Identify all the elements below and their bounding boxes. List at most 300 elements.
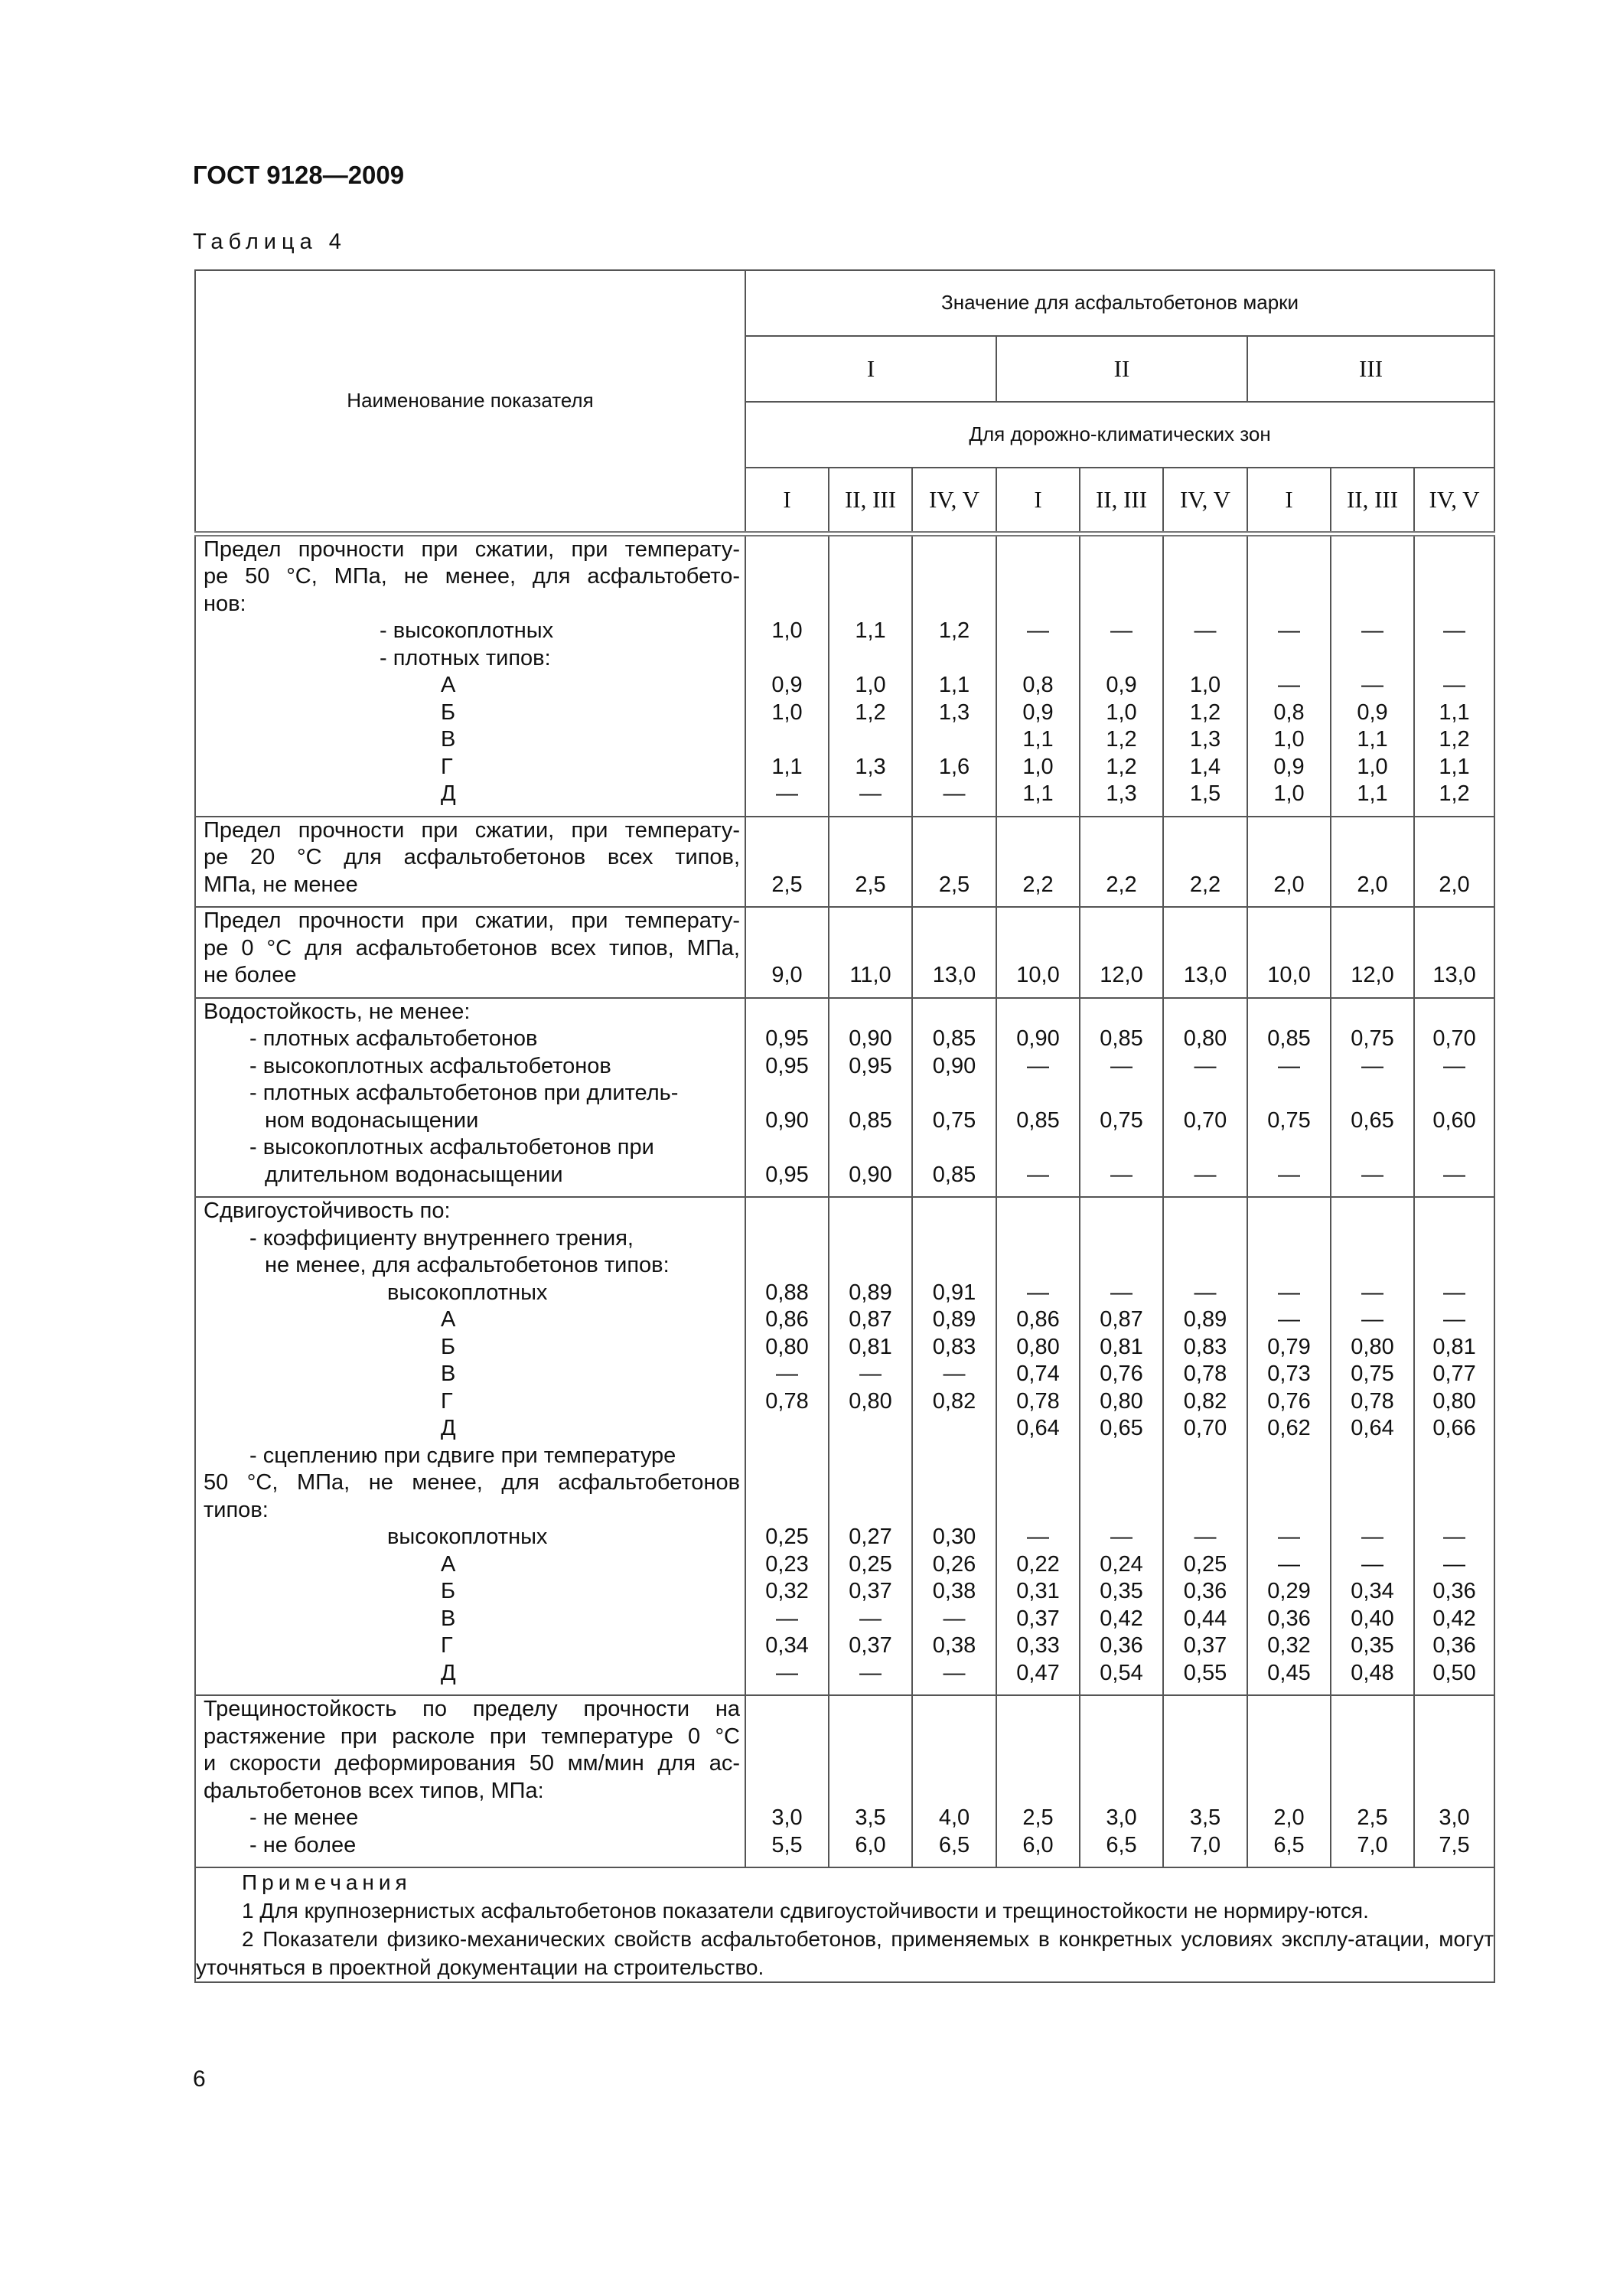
value-line — [997, 1778, 1079, 1805]
value-line — [829, 844, 911, 872]
value-line — [746, 726, 828, 754]
value-line: 2,0 — [1357, 872, 1388, 897]
value-line: 0,9 — [1106, 673, 1137, 697]
value-line: 0,65 — [1351, 1107, 1394, 1133]
value-line: 0,90 — [849, 1162, 892, 1187]
value-line — [913, 935, 996, 963]
value-line: — — [1361, 618, 1383, 643]
value-line: — — [776, 1606, 798, 1631]
value-line: 1,3 — [1189, 727, 1221, 752]
value-line: 0,90 — [849, 1026, 892, 1051]
properties-table — [194, 269, 1495, 1983]
value-line: 0,37 — [1183, 1633, 1227, 1658]
value-line — [829, 1415, 911, 1443]
value-line: — — [1110, 1162, 1133, 1187]
value-line — [1331, 844, 1413, 872]
value-line: — — [943, 1362, 966, 1386]
value-cell — [745, 1695, 829, 1867]
value-line — [913, 1134, 996, 1162]
value-line: 0,40 — [1351, 1606, 1394, 1631]
value-line: 3,0 — [771, 1805, 803, 1830]
value-line — [913, 591, 996, 618]
header-grade: III — [1247, 336, 1494, 402]
value-cell — [996, 533, 1080, 817]
value-line: 0,37 — [849, 1579, 892, 1603]
value-cell — [996, 998, 1080, 1198]
indicator-name-line: Д — [441, 1416, 456, 1440]
value-line — [1080, 563, 1162, 591]
value-line — [913, 1696, 996, 1724]
value-line — [829, 645, 911, 673]
value-line: — — [1443, 1280, 1466, 1305]
value-line: 0,8 — [1022, 673, 1054, 697]
value-line: 0,95 — [849, 1053, 892, 1078]
value-line: — — [1278, 1525, 1300, 1549]
value-line — [746, 1225, 828, 1253]
value-line: 0,82 — [932, 1388, 976, 1414]
value-line — [997, 645, 1079, 673]
value-line: 0,74 — [1016, 1362, 1060, 1386]
value-line — [1331, 999, 1413, 1026]
indicator-name-line: ном водонасыщении — [265, 1107, 479, 1133]
value-line: 0,83 — [1183, 1334, 1227, 1359]
value-line: 0,48 — [1351, 1660, 1394, 1685]
value-line — [1248, 645, 1330, 673]
value-line: 0,36 — [1100, 1633, 1143, 1658]
value-cell — [1331, 1197, 1414, 1695]
value-line — [1331, 1469, 1413, 1497]
value-line: 0,25 — [1183, 1551, 1227, 1577]
value-line: 2,0 — [1273, 872, 1305, 897]
value-line — [1331, 817, 1413, 845]
value-line: — — [1027, 1525, 1049, 1549]
value-line — [1080, 1252, 1162, 1280]
value-line: — — [1278, 1280, 1300, 1305]
indicator-name-line: Г — [441, 1633, 453, 1658]
notes-row — [195, 1867, 1494, 1982]
value-line — [746, 1443, 828, 1470]
value-line — [1331, 908, 1413, 935]
value-cell — [996, 1197, 1080, 1695]
indicator-name-line: растяжение при расколе при температуре 0 °С — [204, 1724, 740, 1749]
value-line: — — [1278, 1053, 1300, 1078]
notes-title: Примечания — [242, 1870, 412, 1894]
value-line — [829, 1750, 911, 1778]
value-line — [1164, 1778, 1247, 1805]
value-line: — — [859, 781, 882, 806]
value-line: 0,85 — [932, 1026, 976, 1051]
value-line: — — [1027, 1053, 1049, 1078]
value-line: 1,1 — [1357, 781, 1388, 806]
value-line — [746, 1415, 828, 1443]
value-line — [913, 1497, 996, 1525]
value-line: 0,9 — [1357, 700, 1388, 725]
value-line: 0,89 — [932, 1307, 976, 1332]
value-line: 7,5 — [1439, 1832, 1470, 1857]
value-line — [1331, 1252, 1413, 1280]
value-line — [1331, 1696, 1413, 1724]
indicator-name-line: Д — [441, 1660, 456, 1685]
indicator-name-line: длительном водонасыщении — [265, 1162, 563, 1187]
value-line: 6,5 — [1273, 1832, 1305, 1857]
value-line — [746, 1778, 828, 1805]
value-line — [997, 1750, 1079, 1778]
value-line: 0,37 — [1016, 1606, 1060, 1631]
value-line — [997, 1443, 1079, 1470]
value-cell — [1080, 907, 1163, 998]
value-line: — — [776, 1660, 798, 1685]
value-line: 0,78 — [1183, 1362, 1227, 1386]
value-line: — — [776, 1362, 798, 1386]
value-line: 0,86 — [1016, 1307, 1060, 1332]
value-line — [1080, 935, 1162, 963]
value-cell — [912, 533, 996, 817]
value-line: 2,2 — [1106, 872, 1137, 897]
indicator-name-cell — [195, 1197, 745, 1695]
indicator-name-line: высокоплотных — [387, 1280, 548, 1305]
value-line: — — [1027, 618, 1049, 643]
indicator-name-line: - высокоплотных асфальтобетонов при — [249, 1135, 654, 1159]
indicator-group-row — [195, 1695, 1494, 1867]
value-line — [1415, 844, 1494, 872]
value-line — [746, 645, 828, 673]
header-zone: I — [996, 468, 1080, 533]
value-line: 0,76 — [1100, 1362, 1143, 1386]
indicator-name-line: Предел прочности при сжатии, при температу- — [204, 817, 740, 843]
value-line — [913, 1443, 996, 1470]
value-line: 13,0 — [932, 963, 976, 987]
value-line — [1415, 1750, 1494, 1778]
value-line: — — [1278, 1551, 1300, 1577]
value-cell — [1247, 998, 1331, 1198]
value-cell — [829, 1197, 912, 1695]
value-line — [1248, 817, 1330, 845]
value-line — [829, 1080, 911, 1107]
value-line — [829, 908, 911, 935]
value-line — [1164, 935, 1247, 963]
value-line — [1080, 1750, 1162, 1778]
indicator-name-line: ре 50 °С, МПа, не менее, для асфальтобето- — [204, 564, 740, 589]
value-line: 1,0 — [1022, 754, 1054, 779]
value-line: 0,88 — [765, 1280, 809, 1305]
value-line: 0,50 — [1432, 1660, 1476, 1685]
indicator-name-line: Б — [441, 1334, 456, 1359]
value-line: 0,81 — [1100, 1334, 1143, 1359]
value-line: 0,90 — [932, 1053, 976, 1078]
value-line: 2,0 — [1439, 872, 1470, 897]
value-cell — [1247, 533, 1331, 817]
value-line: 0,78 — [765, 1388, 809, 1414]
value-line: 0,54 — [1100, 1660, 1143, 1685]
value-line: 0,87 — [1100, 1307, 1143, 1332]
value-line — [1164, 1080, 1247, 1107]
value-line — [1164, 1198, 1247, 1225]
value-line — [829, 536, 911, 564]
value-line: 0,36 — [1432, 1633, 1476, 1658]
indicator-group-row — [195, 907, 1494, 998]
indicator-group-row — [195, 533, 1494, 817]
value-line — [746, 1750, 828, 1778]
value-line: 1,2 — [1439, 781, 1470, 806]
value-line: 0,42 — [1100, 1606, 1143, 1631]
indicator-name-line: В — [441, 727, 456, 752]
value-line — [1415, 817, 1494, 845]
value-cell — [1414, 817, 1494, 908]
value-line — [1080, 844, 1162, 872]
value-line — [1331, 935, 1413, 963]
value-line: 0,23 — [765, 1551, 809, 1577]
value-line: 0,32 — [1267, 1633, 1311, 1658]
value-line: 0,83 — [932, 1334, 976, 1359]
indicator-name-line: В — [441, 1606, 456, 1631]
value-line: 0,30 — [932, 1525, 976, 1549]
value-line: — — [1443, 1525, 1466, 1549]
value-line — [746, 844, 828, 872]
value-line — [1164, 1750, 1247, 1778]
indicator-name-line: нов: — [204, 591, 246, 616]
header-zone: II, III — [829, 468, 912, 533]
value-line: 1,1 — [1022, 781, 1054, 806]
value-line: 0,90 — [1016, 1026, 1060, 1051]
value-line: 3,5 — [855, 1805, 886, 1830]
value-line — [997, 536, 1079, 564]
value-line: — — [1194, 1280, 1217, 1305]
header-zone: I — [1247, 468, 1331, 533]
value-line — [1415, 1225, 1494, 1253]
value-line — [829, 563, 911, 591]
value-line — [997, 1724, 1079, 1751]
value-line — [1331, 1134, 1413, 1162]
value-line: — — [1194, 1053, 1217, 1078]
value-line: 1,3 — [1106, 781, 1137, 806]
value-line: 0,38 — [932, 1633, 976, 1658]
value-line: 0,62 — [1267, 1416, 1311, 1440]
value-line: 0,32 — [765, 1579, 809, 1603]
indicator-name-line: - плотных асфальтобетонов при длитель- — [249, 1081, 679, 1105]
indicator-name-line: ре 20 °С для асфальтобетонов всех типов, — [204, 845, 740, 869]
value-line — [997, 908, 1079, 935]
value-cell — [996, 907, 1080, 998]
value-cell — [1414, 907, 1494, 998]
value-cell — [1080, 1695, 1163, 1867]
value-line — [1164, 908, 1247, 935]
value-cell — [996, 817, 1080, 908]
value-line — [1164, 563, 1247, 591]
value-line — [829, 1469, 911, 1497]
value-line — [1415, 1443, 1494, 1470]
value-line: 1,0 — [1273, 727, 1305, 752]
value-line — [1248, 908, 1330, 935]
value-line — [1080, 1778, 1162, 1805]
value-line — [997, 999, 1079, 1026]
value-line — [1164, 1724, 1247, 1751]
value-line — [746, 591, 828, 618]
value-line — [913, 1080, 996, 1107]
value-line: 0,25 — [849, 1551, 892, 1577]
value-line: — — [1027, 1162, 1049, 1187]
value-line — [1164, 591, 1247, 618]
value-line — [1164, 1134, 1247, 1162]
header-zone: IV, V — [1414, 468, 1494, 533]
value-cell — [1331, 998, 1414, 1198]
value-line — [1164, 817, 1247, 845]
header-grade: I — [745, 336, 996, 402]
value-line — [1415, 536, 1494, 564]
value-line — [746, 1469, 828, 1497]
value-line — [746, 1724, 828, 1751]
header-zone: IV, V — [1163, 468, 1247, 533]
value-cell — [912, 1197, 996, 1695]
value-line: 0,80 — [849, 1388, 892, 1414]
indicator-name-line: высокоплотных — [387, 1525, 548, 1549]
value-line — [997, 935, 1079, 963]
header-indicator-name: Наименование показателя — [195, 270, 745, 533]
value-line: 0,8 — [1273, 700, 1305, 725]
value-line: 0,66 — [1432, 1416, 1476, 1440]
value-line: 0,95 — [765, 1053, 809, 1078]
indicator-name-line: - высокоплотных асфальтобетонов — [249, 1053, 611, 1078]
value-line — [997, 1225, 1079, 1253]
indicator-name-line: МПа, не менее — [204, 872, 358, 897]
value-line — [1080, 1225, 1162, 1253]
value-line — [1080, 817, 1162, 845]
value-line: — — [1361, 1307, 1383, 1332]
value-line: 1,0 — [1106, 700, 1137, 725]
value-cell — [1163, 907, 1247, 998]
value-line: 0,80 — [1432, 1388, 1476, 1414]
value-line: 0,64 — [1351, 1416, 1394, 1440]
indicator-name-cell — [195, 998, 745, 1198]
value-line — [746, 1497, 828, 1525]
value-line: 1,0 — [1273, 781, 1305, 806]
value-cell — [1331, 533, 1414, 817]
table-body — [195, 533, 1494, 1867]
indicator-name-line: Предел прочности при сжатии, при температу- — [204, 536, 740, 562]
indicator-name-line: ре 0 °С для асфальтобетонов всех типов, МПа, — [204, 935, 740, 960]
header-zone: IV, V — [912, 468, 996, 533]
value-line — [746, 935, 828, 963]
indicator-name-line: типов: — [204, 1497, 269, 1522]
value-line — [1080, 1198, 1162, 1225]
value-line: 0,37 — [849, 1633, 892, 1658]
value-cell — [1080, 1197, 1163, 1695]
value-line — [1415, 908, 1494, 935]
value-line: 0,76 — [1267, 1388, 1311, 1414]
value-line — [746, 817, 828, 845]
value-line: 1,1 — [1439, 700, 1470, 725]
value-cell — [1080, 998, 1163, 1198]
value-line — [829, 999, 911, 1026]
value-line — [746, 1252, 828, 1280]
value-line — [913, 844, 996, 872]
value-line — [829, 817, 911, 845]
value-line: 0,9 — [1273, 754, 1305, 779]
value-line — [829, 1225, 911, 1253]
value-line: 0,64 — [1016, 1416, 1060, 1440]
value-line — [1080, 591, 1162, 618]
value-cell — [1331, 907, 1414, 998]
page-number: 6 — [193, 2066, 206, 2092]
value-line: 2,5 — [938, 872, 970, 897]
value-line — [746, 536, 828, 564]
note-item: 1 Для крупнозернистых асфальтобетонов показатели сдвигоустойчивости и трещиностойкости не нормиру-ются. — [242, 1899, 1369, 1923]
indicator-name-line: Г — [441, 1388, 453, 1414]
value-line: 0,70 — [1432, 1026, 1476, 1051]
value-line — [1415, 1469, 1494, 1497]
value-line — [1248, 1134, 1330, 1162]
value-line: — — [1443, 1307, 1466, 1332]
value-line: 1,3 — [938, 700, 970, 725]
value-line: 0,85 — [1016, 1107, 1060, 1133]
value-line: 0,75 — [1100, 1107, 1143, 1133]
value-line — [1248, 1080, 1330, 1107]
value-line — [1415, 563, 1494, 591]
value-line — [1415, 1134, 1494, 1162]
value-line: — — [1443, 618, 1466, 643]
value-line: — — [1443, 1551, 1466, 1577]
value-line — [1331, 536, 1413, 564]
value-line: 1,6 — [938, 754, 970, 779]
value-line: 0,77 — [1432, 1362, 1476, 1386]
value-line — [829, 726, 911, 754]
value-line: 2,5 — [771, 872, 803, 897]
value-line: 2,5 — [1022, 1805, 1054, 1830]
value-line: — — [1278, 1307, 1300, 1332]
value-line: 0,81 — [849, 1334, 892, 1359]
value-line — [1248, 1252, 1330, 1280]
value-line: — — [1027, 1280, 1049, 1305]
value-line: 1,1 — [771, 754, 803, 779]
value-line — [997, 591, 1079, 618]
value-cell — [1414, 998, 1494, 1198]
value-line — [1164, 1469, 1247, 1497]
value-cell — [745, 907, 829, 998]
value-cell — [1247, 1197, 1331, 1695]
value-line: 3,0 — [1106, 1805, 1137, 1830]
value-line — [829, 1252, 911, 1280]
value-line — [1080, 999, 1162, 1026]
value-cell — [1247, 817, 1331, 908]
value-line: 0,78 — [1351, 1388, 1394, 1414]
value-line: 0,45 — [1267, 1660, 1311, 1685]
value-line: 3,0 — [1439, 1805, 1470, 1830]
value-cell — [829, 998, 912, 1198]
indicator-name-line: - не более — [249, 1832, 357, 1857]
header-zone: II, III — [1331, 468, 1414, 533]
indicator-name-line: не более — [204, 963, 297, 987]
indicator-name-line: и скорости деформирования 50 мм/мин для ас- — [204, 1751, 740, 1776]
value-line: 1,2 — [855, 700, 886, 725]
indicator-group-row — [195, 1197, 1494, 1695]
indicator-name-line: Д — [441, 781, 456, 806]
value-line — [1248, 1696, 1330, 1724]
value-line: 13,0 — [1183, 963, 1227, 987]
indicator-name-line: Г — [441, 754, 453, 779]
value-cell — [745, 817, 829, 908]
value-line: — — [943, 1660, 966, 1685]
value-line — [913, 536, 996, 564]
value-line: 0,82 — [1183, 1388, 1227, 1414]
table-caption: Таблица 4 — [193, 230, 347, 254]
value-line — [913, 1778, 996, 1805]
value-line — [1331, 645, 1413, 673]
value-line: 0,31 — [1016, 1579, 1060, 1603]
value-line — [1164, 1443, 1247, 1470]
value-line — [1080, 1724, 1162, 1751]
value-line — [1415, 1198, 1494, 1225]
value-line: — — [1110, 1053, 1133, 1078]
value-line: — — [1194, 618, 1217, 643]
